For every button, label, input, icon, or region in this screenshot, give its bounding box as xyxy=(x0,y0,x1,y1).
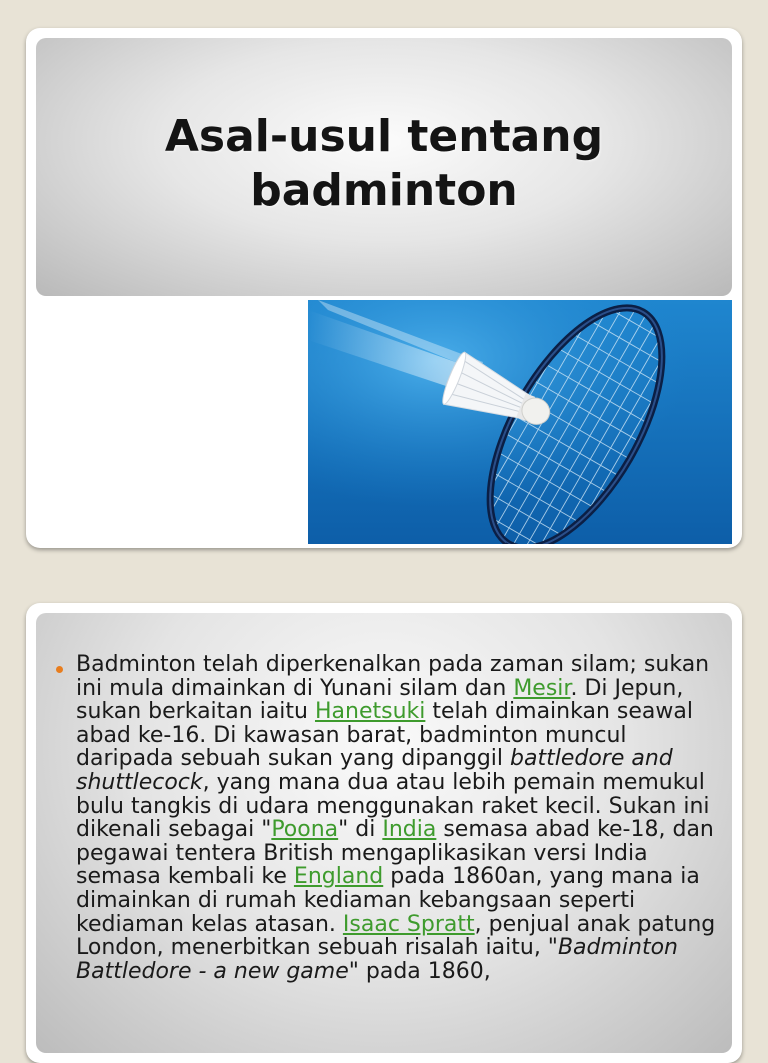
slide-title-line-2: badminton xyxy=(250,165,518,216)
paragraph-text: Badminton telah diperkenalkan pada zaman silam; sukan ini mula dimainkan di Yunani silam dan xyxy=(76,652,710,701)
italic-text: battledore and shuttlecock xyxy=(76,746,673,795)
paragraph-text: pada 1860an, yang mana ia dimainkan di rumah kediaman kebangsaan seperti kediaman kelas atasan. xyxy=(76,864,700,937)
slide-title-line-1: Asal-usul tentang xyxy=(164,111,604,162)
link-england[interactable]: England xyxy=(293,864,384,890)
paragraph-text: , yang mana dua atau lebih pemain memukul bulu tangkis di udara menggunakan raket kecil. Sukan ini dikenali sebagai " xyxy=(76,769,710,843)
link-poona[interactable]: Poona xyxy=(271,817,339,843)
badminton-racket-shuttlecock-image xyxy=(308,300,732,544)
bullet-item xyxy=(56,653,726,983)
link-mesir[interactable]: Mesir xyxy=(513,675,571,701)
paragraph-text: semasa abad ke-18, dan pegawai tentera British mengaplikasikan versi India semasa kembali ke xyxy=(76,817,714,890)
body-panel xyxy=(36,613,732,1053)
paragraph-text: , penjual anak patung London, menerbitkan sebuah risalah iaitu, " xyxy=(76,911,716,961)
paragraph-text: " pada 1860, xyxy=(348,958,491,984)
paragraph-text: . Di Jepun, sukan berkaitan iaitu xyxy=(76,675,684,725)
slide-1 xyxy=(26,28,742,548)
paragraph-text: " di xyxy=(338,817,383,843)
italic-text: Badminton Battledore - a new game xyxy=(76,935,678,984)
link-india[interactable]: India xyxy=(382,817,437,843)
link-hanetsuki[interactable]: Hanetsuki xyxy=(314,699,426,725)
slide-2 xyxy=(26,603,742,1063)
link-isaac-spratt[interactable]: Isaac Spratt xyxy=(342,911,475,937)
slide-title xyxy=(165,110,603,218)
bullet-dot-icon xyxy=(56,666,63,673)
bullet-paragraph xyxy=(76,653,726,983)
title-panel xyxy=(36,38,732,296)
paragraph-text: telah dimainkan seawal abad ke-16. Di kawasan barat, badminton muncul daripada sebuah sukan yang dipanggil xyxy=(76,699,693,772)
